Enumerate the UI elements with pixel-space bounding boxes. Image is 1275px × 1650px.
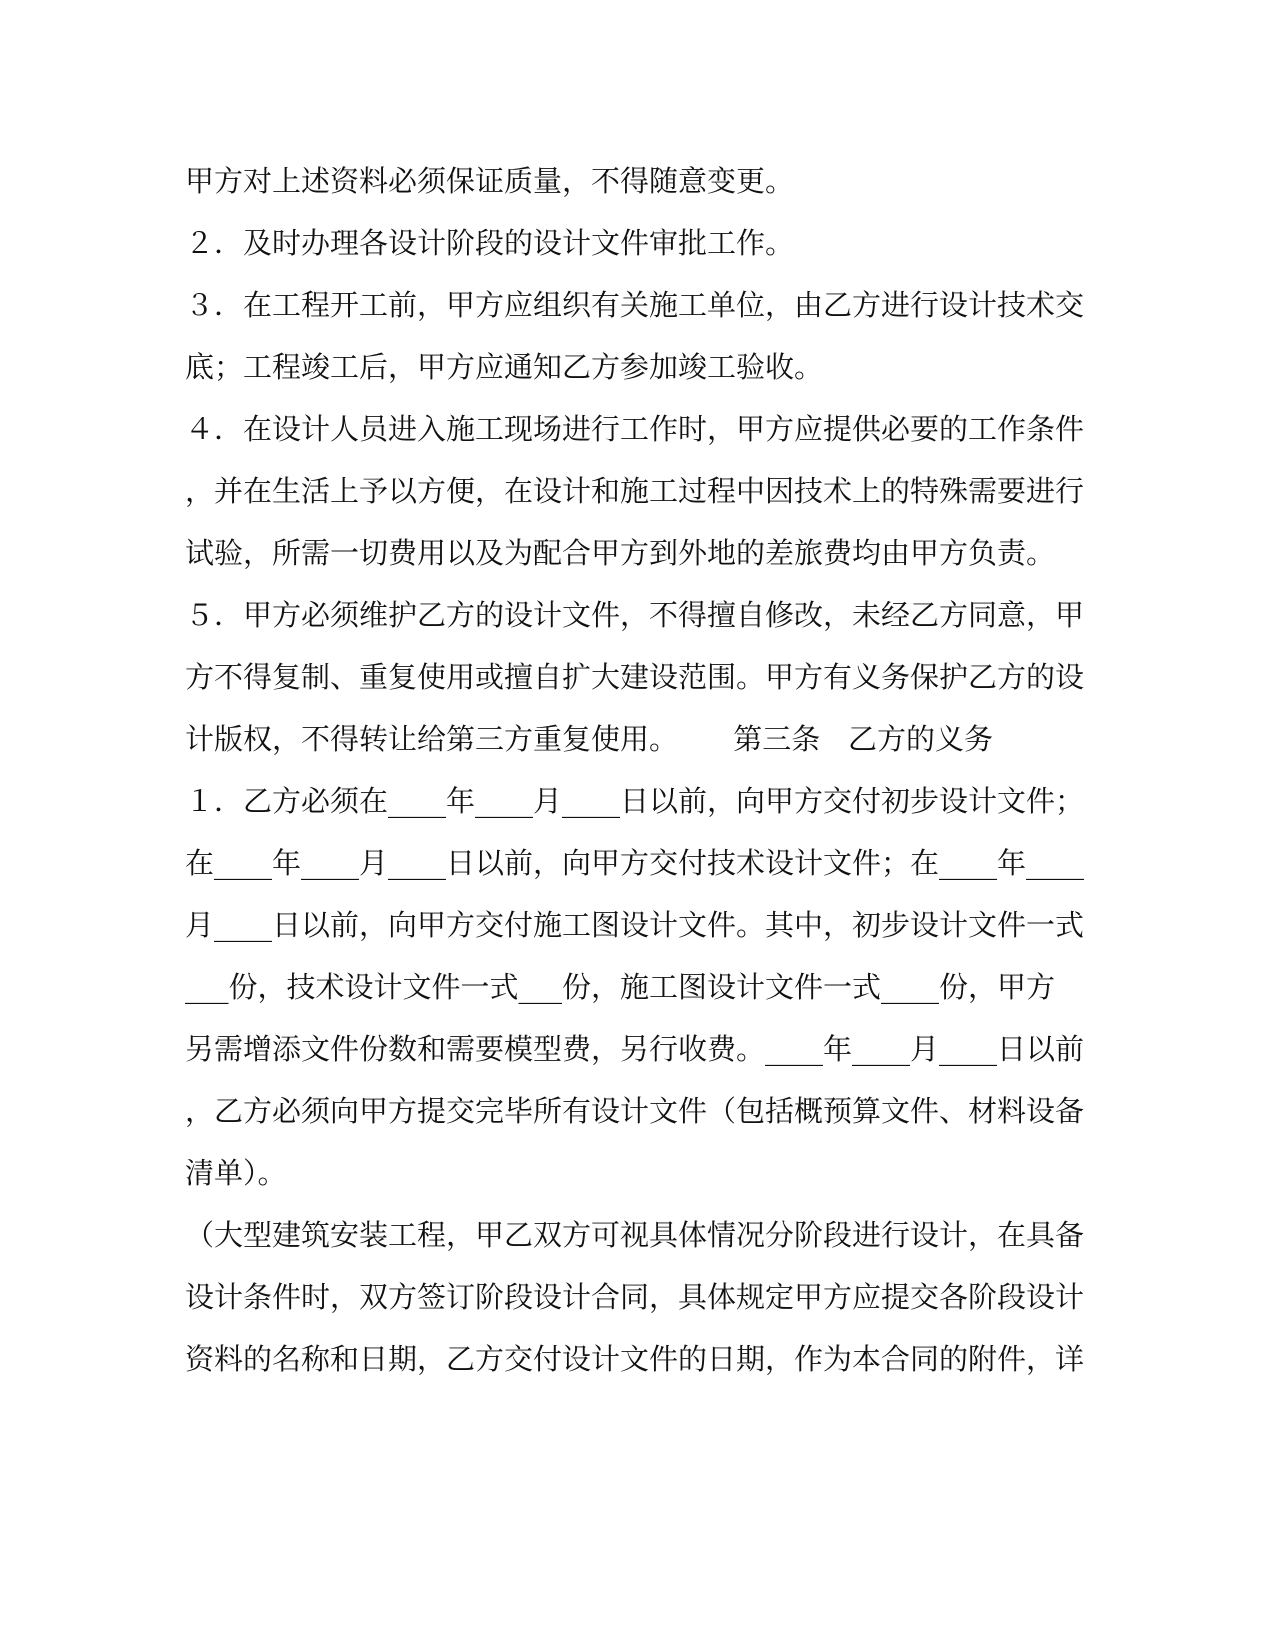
contract-body-text xyxy=(185,162,1085,1402)
text-line: 计版权，不得转让给第三方重复使用。 第三条 乙方的义务 xyxy=(185,722,993,756)
text-line: （大型建筑安装工程，甲乙双方可视具体情况分阶段进行设计，在具备 xyxy=(185,1218,1085,1252)
text-line: 试验，所需一切费用以及为配合甲方到外地的差旅费均由甲方负责。 xyxy=(185,536,1056,570)
text-line: 方不得复制、重复使用或擅自扩大建设范围。甲方有义务保护乙方的设 xyxy=(185,660,1085,694)
text-line: 在____年____月____日以前，向甲方交付技术设计文件；在____年____ xyxy=(185,846,1085,880)
text-line: 另需增添文件份数和需要模型费，另行收费。____年____月____日以前 xyxy=(185,1032,1085,1066)
text-line: 设计条件时，双方签订阶段设计合同，具体规定甲方应提交各阶段设计 xyxy=(185,1280,1085,1314)
text-line: ４．在设计人员进入施工现场进行工作时，甲方应提供必要的工作条件 xyxy=(185,412,1085,446)
text-line: 甲方对上述资料必须保证质量，不得随意变更。 xyxy=(185,164,795,198)
text-line: ５．甲方必须维护乙方的设计文件，不得擅自修改，未经乙方同意，甲 xyxy=(185,598,1085,632)
text-line: ___份，技术设计文件一式___份，施工图设计文件一式____份，甲方 xyxy=(185,970,1056,1004)
text-line: ３．在工程开工前，甲方应组织有关施工单位，由乙方进行设计技术交 xyxy=(185,288,1085,322)
text-line: １．乙方必须在____年____月____日以前，向甲方交付初步设计文件； xyxy=(185,784,1085,818)
text-line: 资料的名称和日期，乙方交付设计文件的日期，作为本合同的附件，详 xyxy=(185,1342,1085,1376)
text-line: 月____日以前，向甲方交付施工图设计文件。其中，初步设计文件一式 xyxy=(185,908,1085,942)
text-line: ，并在生活上予以方便，在设计和施工过程中因技术上的特殊需要进行 xyxy=(185,474,1085,508)
text-line: ，乙方必须向甲方提交完毕所有设计文件（包括概预算文件、材料设备 xyxy=(185,1094,1085,1128)
text-line: 清单）。 xyxy=(185,1156,287,1190)
text-line: ２．及时办理各设计阶段的设计文件审批工作。 xyxy=(185,226,795,260)
text-line: 底；工程竣工后，甲方应通知乙方参加竣工验收。 xyxy=(185,350,824,384)
